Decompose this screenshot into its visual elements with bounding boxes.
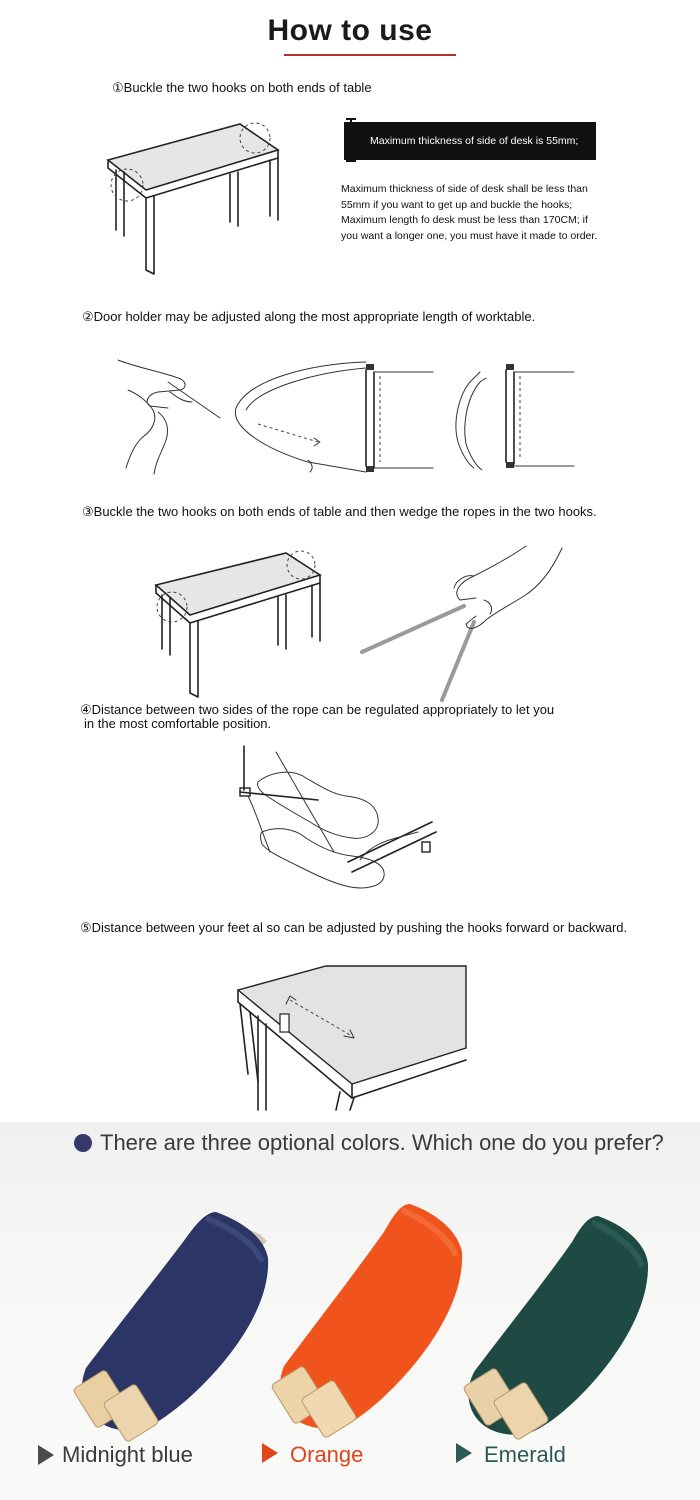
step-1-text: ①Buckle the two hooks on both ends of table bbox=[112, 80, 372, 95]
color-option-orange[interactable]: Orange bbox=[290, 1442, 364, 1467]
step-4-text-line1: ④Distance between two sides of the rope can be regulated appropriately to let you bbox=[80, 702, 555, 717]
feet-hammock-illustration bbox=[236, 742, 466, 902]
rope-adjust-illustration bbox=[108, 350, 583, 485]
color-option-emerald[interactable]: Emerald bbox=[484, 1442, 566, 1467]
product-orange[interactable] bbox=[262, 1200, 472, 1438]
play-arrow-icon bbox=[262, 1443, 278, 1463]
step-3-text: ③Buckle the two hooks on both ends of table and then wedge the ropes in the two hooks. bbox=[82, 504, 597, 519]
step-5-text: ⑤Distance between your feet al so can be adjusted by pushing the hooks forward or backward. bbox=[80, 920, 628, 935]
color-option-midnight-blue[interactable]: Midnight blue bbox=[62, 1442, 193, 1467]
play-arrow-icon bbox=[456, 1443, 472, 1463]
table-illustration-1 bbox=[100, 110, 300, 280]
thickness-note-text: Maximum thickness of side of desk shall be less than 55mm if you want to get up and buckle the hooks; Maximum length fo desk must be less than 170CM; if you want a longer one, you must have it made to order. bbox=[341, 183, 598, 242]
step-4-text-line2: in the most comfortable position. bbox=[84, 716, 272, 731]
play-arrow-icon bbox=[38, 1445, 54, 1465]
colors-question: There are three optional colors. Which one do you prefer? bbox=[100, 1130, 664, 1155]
table-slide-illustration bbox=[236, 964, 468, 1112]
hand-hook-illustration bbox=[356, 540, 571, 710]
step-2-text: ②Door holder may be adjusted along the most appropriate length of worktable. bbox=[82, 309, 536, 324]
product-midnight-blue[interactable] bbox=[66, 1208, 276, 1438]
bullet-dot bbox=[74, 1134, 92, 1152]
thickness-note-box: Maximum thickness of side of desk is 55mm; bbox=[344, 122, 596, 160]
title-underline bbox=[284, 54, 456, 56]
product-emerald[interactable] bbox=[452, 1210, 662, 1440]
table-illustration-2 bbox=[148, 545, 338, 705]
page-title: How to use bbox=[267, 14, 433, 47]
